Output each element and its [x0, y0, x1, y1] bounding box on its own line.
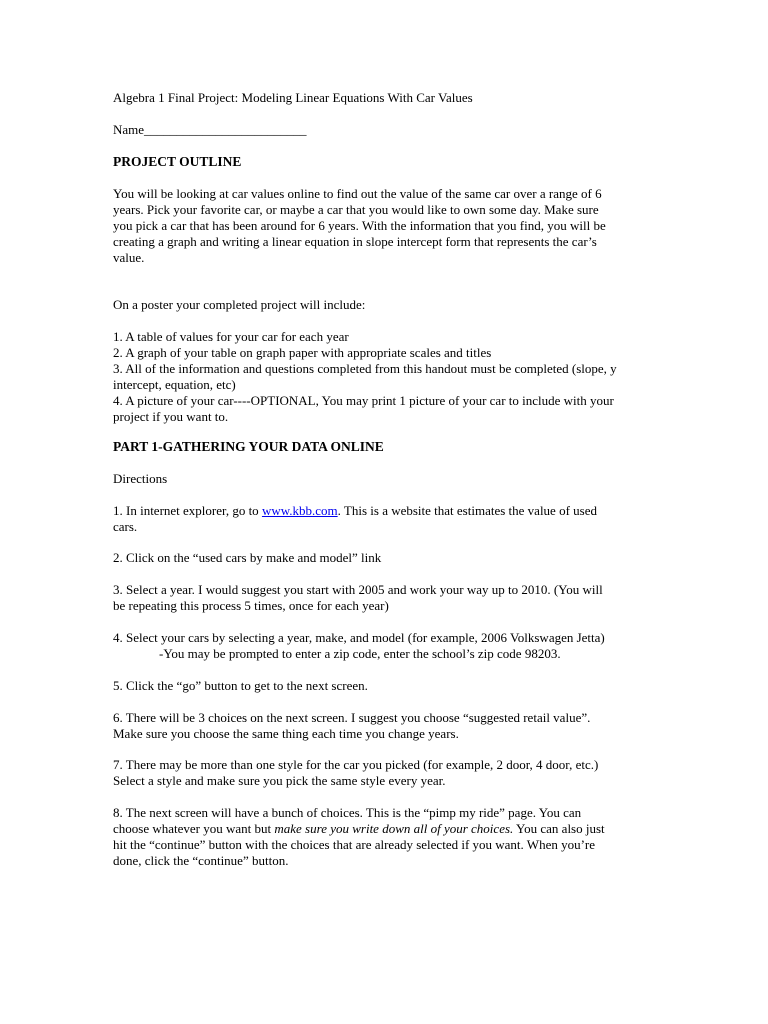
- list-item-continuation: project if you want to.: [113, 409, 229, 424]
- project-outline-paragraph: [113, 186, 658, 266]
- step-8-text-after: You can also just: [513, 821, 605, 836]
- step-8-line: 8. The next screen will have a bunch of choices. This is the “pimp my ride” page. You can: [113, 805, 582, 820]
- step-8-emphasis: make sure you write down all of your choices.: [274, 821, 514, 836]
- step-3: [113, 582, 658, 614]
- step-1-line: [113, 503, 658, 519]
- step-4-subnote: -You may be prompted to enter a zip code, enter the school’s zip code 98203.: [159, 646, 561, 661]
- step-3-line: be repeating this process 5 times, once for each year): [113, 598, 389, 613]
- step-2: 2. Click on the “used cars by make and model” link: [113, 550, 382, 565]
- step-7-line: 7. There may be more than one style for the car you picked (for example, 2 door, 4 door, etc.): [113, 757, 599, 772]
- paragraph-line: years. Pick your favorite car, or maybe a car that you would like to own some day. Make sure: [113, 202, 599, 217]
- list-item: 2. A graph of your table on graph paper with appropriate scales and titles: [113, 345, 492, 360]
- step-8: [113, 805, 658, 869]
- step-8-line: hit the “continue” button with the choices that are already selected if you want. When you’re: [113, 837, 596, 852]
- step-7-line: Select a style and make sure you pick the same style every year.: [113, 773, 446, 788]
- step-3-line: 3. Select a year. I would suggest you start with 2005 and work your way up to 2010. (You will: [113, 582, 603, 597]
- step-5: 5. Click the “go” button to get to the next screen.: [113, 678, 368, 693]
- project-outline-heading: PROJECT OUTLINE: [113, 154, 242, 169]
- paragraph-line: you pick a car that has been around for 6 years. With the information that you find, you will be: [113, 218, 606, 233]
- step-1: [113, 503, 658, 535]
- paragraph-line: value.: [113, 250, 145, 265]
- paragraph-line: You will be looking at car values online to find out the value of the same car over a range of 6: [113, 186, 602, 201]
- step-6-line: 6. There will be 3 choices on the next screen. I suggest you choose “suggested retail value”.: [113, 710, 591, 725]
- list-item: 1. A table of values for your car for each year: [113, 329, 349, 344]
- step-1-line2: cars.: [113, 519, 138, 534]
- poster-intro: On a poster your completed project will include:: [113, 297, 366, 312]
- list-item-continuation: intercept, equation, etc): [113, 377, 236, 392]
- part1-heading: PART 1-GATHERING YOUR DATA ONLINE: [113, 439, 384, 454]
- step-6-line: Make sure you choose the same thing each time you change years.: [113, 726, 459, 741]
- name-field-line: Name_________________________: [113, 122, 307, 137]
- step-1-text: 1. In internet explorer, go to: [113, 503, 262, 518]
- step-6: [113, 710, 658, 742]
- step-1-text-after: . This is a website that estimates the value of used: [337, 503, 597, 518]
- step-8-text: choose whatever you want but: [113, 821, 275, 836]
- step-8-line: done, click the “continue” button.: [113, 853, 289, 868]
- step-4-line: 4. Select your cars by selecting a year, make, and model (for example, 2006 Volkswagen Jetta): [113, 630, 605, 645]
- list-item: 3. All of the information and questions completed from this handout must be completed (slope, y: [113, 361, 617, 376]
- step-4: [113, 630, 658, 662]
- paragraph-line: creating a graph and writing a linear equation in slope intercept form that represents the car’s: [113, 234, 597, 249]
- poster-items-list: [113, 329, 658, 425]
- directions-label: Directions: [113, 471, 168, 486]
- document-title: Algebra 1 Final Project: Modeling Linear Equations With Car Values: [113, 90, 473, 105]
- kbb-link[interactable]: www.kbb.com: [261, 503, 338, 518]
- step-8-line: [113, 821, 658, 837]
- list-item: 4. A picture of your car----OPTIONAL, You may print 1 picture of your car to include with your: [113, 393, 614, 408]
- step-7: [113, 757, 658, 789]
